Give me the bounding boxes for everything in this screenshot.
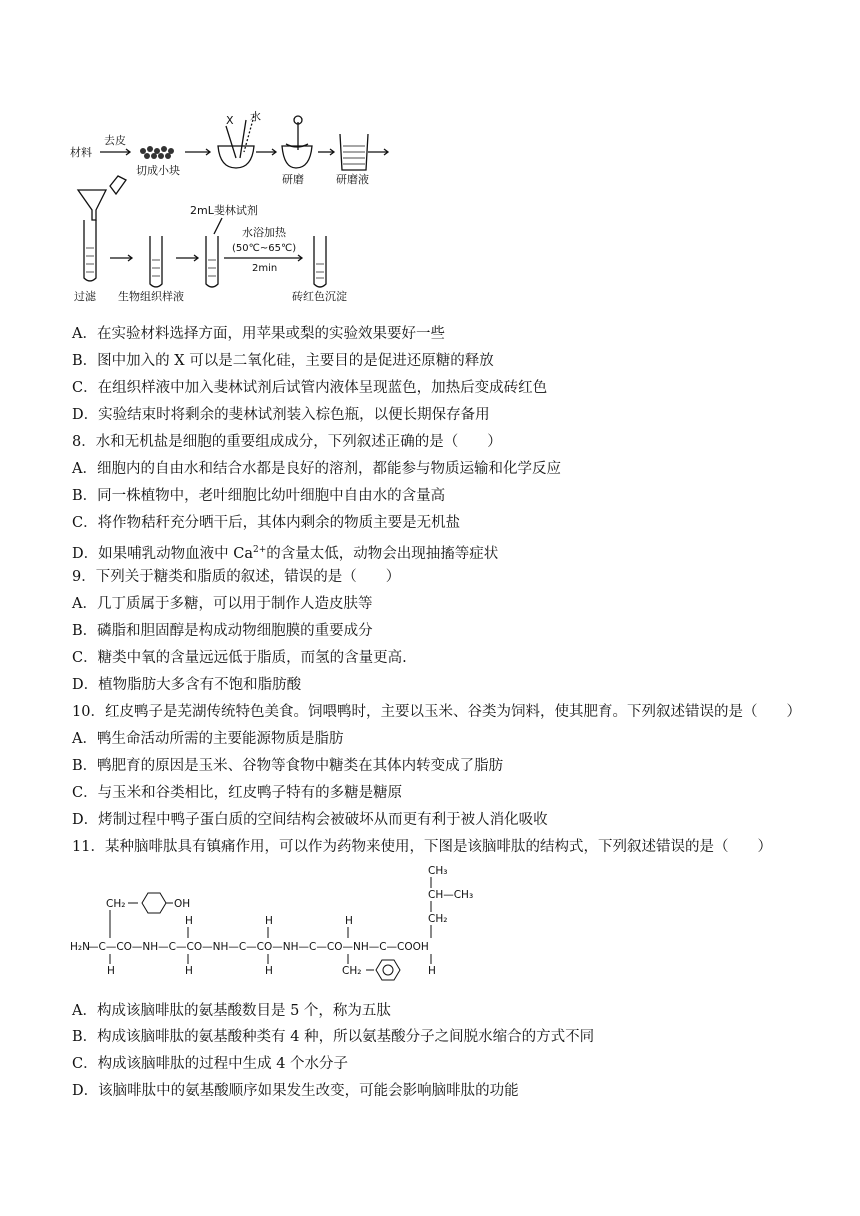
q8-option-c: C．将作物秸秆充分晒干后，其体内剩余的物质主要是无机盐 — [72, 515, 461, 531]
q11-option-c: C．构成该脑啡肽的过程中生成 4 个水分子 — [72, 1056, 349, 1072]
pep-ch3-top: CH₃ — [428, 865, 448, 877]
q9-option-c: C．糖类中氧的含量远远低于脂质，而氢的含量更高. — [72, 650, 407, 666]
q7-option-a: A．在实验材料选择方面，用苹果或梨的实验效果要好一些 — [72, 326, 445, 342]
q8-option-d-pre: D．如果哺乳动物血液中 Ca — [72, 545, 253, 562]
q7-option-d: D．实验结束时将剩余的斐林试剂装入棕色瓶，以便长期保存备用 — [72, 407, 490, 423]
pep-ch2-phe: CH₂ — [342, 965, 362, 977]
fig-x-label: X — [226, 114, 234, 127]
q11-option-d: D．该脑啡肽中的氨基酸顺序如果发生改变，可能会影响脑啡肽的功能 — [72, 1083, 519, 1099]
pep-h2n: H₂N — [70, 941, 90, 953]
reducing-sugar-experiment-figure — [70, 108, 400, 303]
fig-precipitate-label: 砖红色沉淀 — [292, 290, 347, 303]
pep-ch-ch3: CH—CH₃ — [428, 889, 474, 901]
q8-stem: 8．水和无机盐是细胞的重要组成成分，下列叙述正确的是（ ） — [72, 434, 502, 450]
fig-time-label: 2min — [252, 263, 278, 274]
fig-bath-label: 水浴加热 — [242, 226, 286, 239]
q10-option-c: C．与玉米和谷类相比，红皮鸭子特有的多糖是糖原 — [72, 785, 403, 801]
q9-option-b: B．磷脂和胆固醇是构成动物细胞膜的重要成分 — [72, 623, 373, 639]
q8-option-d-post: 的含量太低，动物会出现抽搐等症状 — [266, 545, 499, 562]
fig-grind-liquid-label: 研磨液 — [336, 173, 369, 186]
fig-water-label: 水 — [250, 110, 261, 123]
q8-option-d — [72, 540, 498, 564]
pep-h-1: H — [107, 965, 115, 977]
pep-h-3: H — [185, 915, 193, 927]
pep-ch2-tyr: CH₂ — [106, 898, 126, 910]
fig-fehling-label: 2mL斐林试剂 — [190, 204, 258, 217]
pep-h-4: H — [265, 965, 273, 977]
q11-stem: 11．某种脑啡肽具有镇痛作用，可以作为药物来使用，下图是该脑啡肽的结构式，下列叙述错误的是（ ） — [72, 839, 772, 855]
q10-option-a: A．鸭生命活动所需的主要能源物质是脂肪 — [72, 731, 344, 747]
q10-option-b: B．鸭肥育的原因是玉米、谷物等食物中糖类在其体内转变成了脂肪 — [72, 758, 504, 774]
q8-option-b: B．同一株植物中，老叶细胞比幼叶细胞中自由水的含量高 — [72, 488, 446, 504]
q8-option-d-sup: 2+ — [252, 545, 267, 555]
q7-option-b: B．图中加入的 X 可以是二氧化硅，主要目的是促进还原糖的释放 — [72, 353, 494, 369]
pep-h-2: H — [185, 965, 193, 977]
pep-backbone: —C—CO—NH—C—CO—NH—C—CO—NH—C—CO—NH—C—COOH — [88, 941, 429, 953]
fig-peel-label: 去皮 — [104, 134, 126, 147]
pep-h-6: H — [345, 915, 353, 927]
fig-filter-label: 过滤 — [74, 290, 96, 303]
pep-oh: OH — [174, 898, 191, 910]
q8-option-a: A．细胞内的自由水和结合水都是良好的溶剂，都能参与物质运输和化学反应 — [72, 461, 561, 477]
q11-option-a: A．构成该脑啡肽的氨基酸数目是 5 个，称为五肽 — [72, 1003, 391, 1019]
fig-material-label: 材料 — [70, 146, 92, 159]
fig-temp-label: (50℃~65℃) — [232, 243, 297, 254]
pep-h-5: H — [265, 915, 273, 927]
fig-grind-label: 研磨 — [282, 173, 304, 186]
pep-ch2-leu: CH₂ — [428, 913, 448, 925]
q9-stem: 9．下列关于糖类和脂质的叙述，错误的是（ ） — [72, 569, 401, 585]
enkephalin-structure-figure — [70, 862, 500, 982]
fig-cut-label: 切成小块 — [136, 164, 180, 177]
pep-h-7: H — [428, 965, 436, 977]
q11-option-b: B．构成该脑啡肽的氨基酸种类有 4 种，所以氨基酸分子之间脱水缩合的方式不同 — [72, 1029, 595, 1045]
q9-option-d: D．植物脂肪大多含有不饱和脂肪酸 — [72, 677, 302, 693]
q9-option-a: A．几丁质属于多糖，可以用于制作人造皮肤等 — [72, 596, 373, 612]
q7-option-c: C．在组织样液中加入斐林试剂后试管内液体呈现蓝色，加热后变成砖红色 — [72, 380, 548, 396]
fig-sample-label: 生物组织样液 — [118, 290, 184, 303]
q10-option-d: D．烤制过程中鸭子蛋白质的空间结构会被破坏从而更有利于被人消化吸收 — [72, 812, 548, 828]
q10-stem: 10．红皮鸭子是芜湖传统特色美食。饲喂鸭时，主要以玉米、谷类为饲料，使其肥育。下列叙述错误的是（ ） — [72, 704, 801, 720]
